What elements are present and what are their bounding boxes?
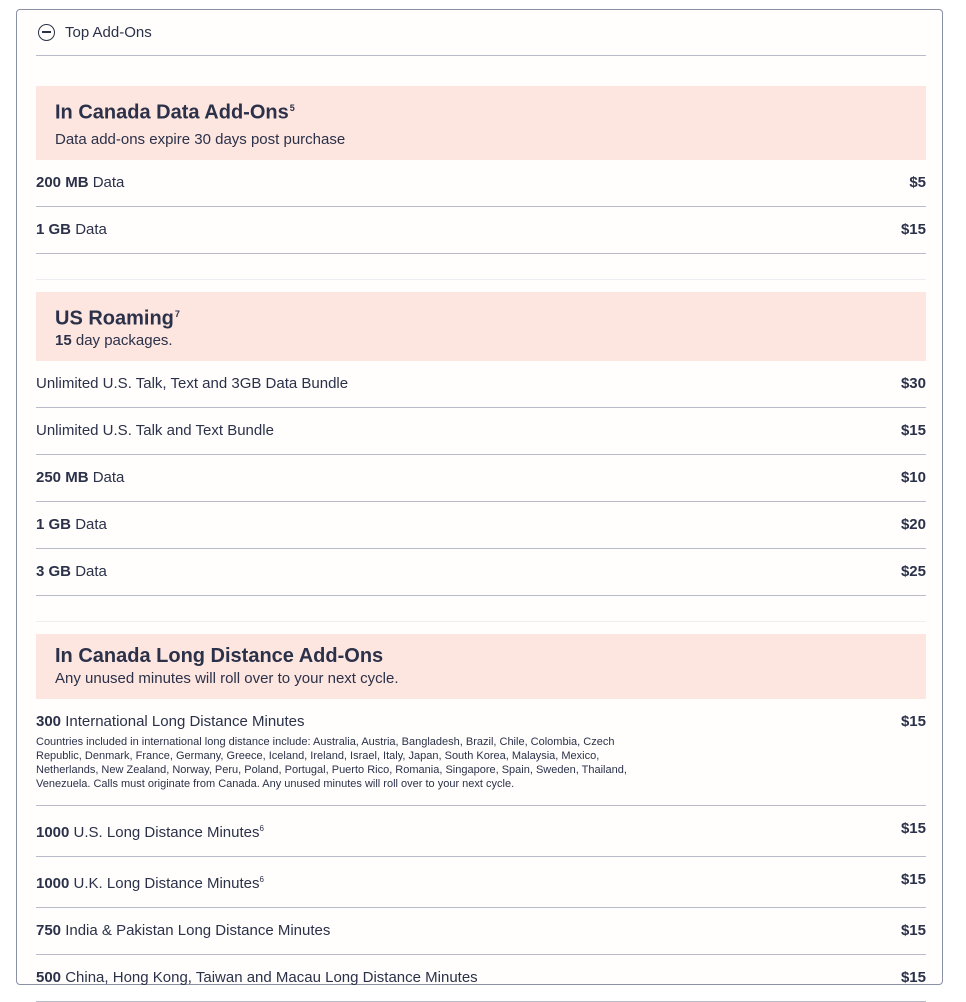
add-on-row[interactable] (36, 207, 926, 254)
add-on-label: 3 GB Data (36, 563, 107, 581)
add-on-row[interactable] (36, 806, 926, 857)
add-on-row[interactable] (36, 549, 926, 596)
add-on-label: 750 India & Pakistan Long Distance Minutes (36, 922, 331, 940)
add-on-label: 500 China, Hong Kong, Taiwan and Macau Long Distance Minutes (36, 969, 478, 987)
accordion-title: Top Add-Ons (65, 24, 152, 41)
section-header-long-distance (36, 634, 926, 699)
add-on-row[interactable] (36, 955, 926, 1002)
top-add-ons-panel (16, 9, 943, 985)
add-on-row[interactable] (36, 160, 926, 207)
add-on-row[interactable] (36, 908, 926, 955)
add-on-label: 200 MB Data (36, 173, 125, 191)
add-on-row[interactable] (36, 699, 926, 806)
add-on-price: $10 (900, 469, 926, 487)
add-on-row[interactable] (36, 502, 926, 549)
section-header-canada-data (36, 86, 926, 160)
section-header-us-roaming (36, 292, 926, 362)
footnote-marker: 7 (174, 308, 180, 319)
add-on-price: $30 (900, 375, 926, 393)
add-on-label: 1000 U.S. Long Distance Minutes$^6$ (36, 824, 264, 842)
add-on-price: $15 (900, 969, 926, 987)
add-on-price: $25 (900, 563, 926, 581)
add-on-label: Unlimited U.S. Talk, Text and 3GB Data Bundle (36, 375, 349, 393)
add-on-price: $15 (900, 713, 926, 731)
add-on-label: 300 International Long Distance Minutes (36, 713, 305, 731)
add-on-row[interactable] (36, 361, 926, 408)
section-subtitle: Data add-ons expire 30 days post purchase (55, 130, 346, 148)
add-on-label: 1 GB Data (36, 220, 107, 238)
add-on-row[interactable] (36, 455, 926, 502)
add-on-price: $5 (909, 173, 926, 191)
section-subtitle: Any unused minutes will roll over to your next cycle. (55, 670, 399, 688)
section-title: In Canada Long Distance Add-Ons (55, 645, 384, 668)
add-on-price: $20 (900, 516, 926, 534)
footnote-marker: 6 (259, 824, 264, 834)
footnote-marker: 5 (289, 103, 295, 113)
add-on-price: $15 (900, 871, 926, 889)
add-on-price: $15 (900, 422, 926, 440)
section-divider (36, 596, 926, 622)
add-on-row[interactable] (36, 857, 926, 908)
add-on-row[interactable] (36, 408, 926, 455)
add-ons-content (36, 86, 926, 1002)
add-on-price: $15 (900, 922, 926, 940)
section-subtitle: 15 day packages. (55, 332, 173, 350)
add-on-label: Unlimited U.S. Talk and Text Bundle (36, 422, 274, 440)
accordion-toggle[interactable] (36, 10, 926, 56)
footnote-marker: 6 (259, 875, 264, 885)
section-title: In Canada Data Add-Ons$^5$ (55, 101, 295, 124)
add-on-details (36, 713, 636, 791)
add-on-price: $15 (900, 820, 926, 838)
add-on-label: 1 GB Data (36, 516, 107, 534)
add-on-price: $15 (900, 220, 926, 238)
section-title: US Roaming$^7$ (55, 307, 180, 330)
add-on-label: 1000 U.K. Long Distance Minutes$^6$ (36, 875, 264, 893)
collapse-minus-icon[interactable] (38, 24, 55, 41)
section-divider (36, 254, 926, 280)
add-on-description: Countries included in international long distance include: Australia, Austria, Bangladesh, Brazil, Chile, Colombia, Czech Republic, Denmark, France, Germany, Greece, Iceland, Ireland, Israel, Italy, Japan, South Korea, Malaysia, Mexico, Netherlands, New Zealand, Norway, Peru, Poland, Portugal, Puerto Rico, Romania, Singapore, Spain, Sweden, Thailand, Venezuela. Calls must originate from Canada. Any unused minutes will roll over to your next cycle. (36, 736, 627, 791)
add-on-label: 250 MB Data (36, 469, 125, 487)
